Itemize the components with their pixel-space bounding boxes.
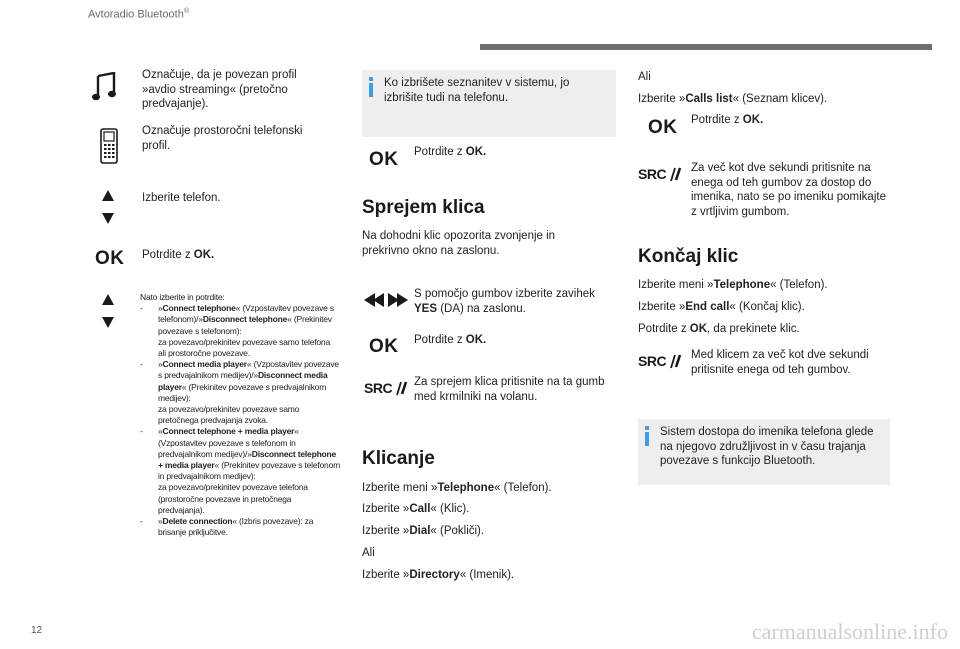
ok-button-icon: OK xyxy=(369,336,399,357)
watermark: carmanualsonline.info xyxy=(751,619,948,644)
options-intro: Nato izberite in potrdite: xyxy=(140,292,225,302)
heading-calling: Klicanje xyxy=(362,448,435,469)
ok-button-icon: OK xyxy=(648,117,678,138)
end-steering-text: Med klicem za več kot dve sekundi pritisnite enega od teh gumbov. xyxy=(691,349,869,376)
header-bar xyxy=(480,44,932,50)
end-call-text: Izberite »End call« (Končaj klic). xyxy=(638,301,805,313)
info-icon xyxy=(369,77,373,97)
ok-button-icon: OK xyxy=(369,149,399,170)
connection-options xyxy=(140,292,340,538)
incoming-desc: Na dohodni klic opozorita zvonjenje in prekrivno okno na zaslonu. xyxy=(362,230,556,257)
select-call-text: Izberite »Call« (Klic). xyxy=(362,503,470,515)
audio-streaming-desc: Označuje, da je povezan profil »avdio streaming« (pretočno predvajanje). xyxy=(142,69,297,110)
info-icon xyxy=(645,426,649,446)
src-phone-button-icon: SRC xyxy=(638,166,682,184)
heading-end-call: Končaj klic xyxy=(638,246,739,267)
option-item: - »Connect media player« (Vzpostavitev povezave s predvajalnikom medijev)/»Disconnect media player« (Prekinitev povezave s predvajalnikom medijev): za povezavo/prekinitev povezave samo pretočnega predvajanja zvoka. xyxy=(140,359,340,426)
section-title: Avtoradio Bluetooth® xyxy=(88,8,189,21)
music-note-icon xyxy=(92,72,118,102)
page-number: 12 xyxy=(31,625,43,636)
select-directory-text: Izberite »Directory« (Imenik). xyxy=(362,569,515,581)
heading-incoming-call: Sprejem klica xyxy=(362,197,485,218)
up-down-arrows-icon xyxy=(102,190,114,228)
info-note-top: Ko izbrišete seznanitev v sistemu, jo izbrišite tudi na telefonu. xyxy=(362,70,616,137)
option-item: - »Connect telephone + media player« (Vzpostavitev povezave s telefonom in predvajalnikom medijev)/»Disconnect telephone + media player« (Prekinitev povezave s telefonom in predvajalnikom medijev): za povezavo/prekinitev povezave telefona (prostoročne povezave in pretočnega predvajanja). xyxy=(140,426,340,516)
confirm-text: Potrdite z OK. xyxy=(691,114,764,126)
handsfree-profile-desc: Označuje prostoročni telefonski profil. xyxy=(142,125,303,152)
select-dial-text: Izberite »Dial« (Pokliči). xyxy=(362,525,485,537)
ok-button-icon: OK xyxy=(95,248,125,269)
seek-arrows-icon xyxy=(364,293,408,307)
option-item: - »Delete connection« (Izbris povezave): za brisanje priključitve. xyxy=(140,516,340,538)
confirm-text: Potrdite z OK. xyxy=(142,249,215,261)
confirm-text: Potrdite z OK. xyxy=(414,334,487,346)
src-phone-button-icon: SRC xyxy=(364,380,408,398)
select-phone-text: Izberite telefon. xyxy=(142,192,221,204)
directory-access-text: Za več kot dve sekundi pritisnite na enega od teh gumbov za dostop do imenika, nato se po imeniku pomikajte z vrtljivim gumbom. xyxy=(691,162,886,218)
menu-telephone-text: Izberite meni »Telephone« (Telefon). xyxy=(362,482,552,494)
or-text: Ali xyxy=(362,547,375,559)
end-menu-telephone-text: Izberite meni »Telephone« (Telefon). xyxy=(638,279,828,291)
up-down-arrows-icon xyxy=(102,294,114,332)
info-note-bottom: Sistem dostopa do imenika telefona glede na njegovo združljivost in v času trajanja povezave s funkcijo Bluetooth. xyxy=(638,419,890,485)
select-calls-list-text: Izberite »Calls list« (Seznam klicev). xyxy=(638,93,828,105)
option-item: - »Connect telephone« (Vzpostavitev povezave s telefonom)/»Disconnect telephone« (Prekinitev povezave s telefonom): za povezavo/prekinitev povezave samo telefona ali prostoročne povezave. xyxy=(140,303,340,359)
accept-steering-text: Za sprejem klica pritisnite na ta gumb med krmilniki na volanu. xyxy=(414,376,605,403)
src-phone-button-icon: SRC xyxy=(638,353,682,371)
end-confirm-text: Potrdite z OK, da prekinete klic. xyxy=(638,323,800,335)
mobile-phone-icon xyxy=(100,128,118,164)
select-yes-text: S pomočjo gumbov izberite zavihek YES (DA) na zaslonu. xyxy=(414,288,595,315)
confirm-text: Potrdite z OK. xyxy=(414,146,487,158)
or-text: Ali xyxy=(638,71,651,83)
